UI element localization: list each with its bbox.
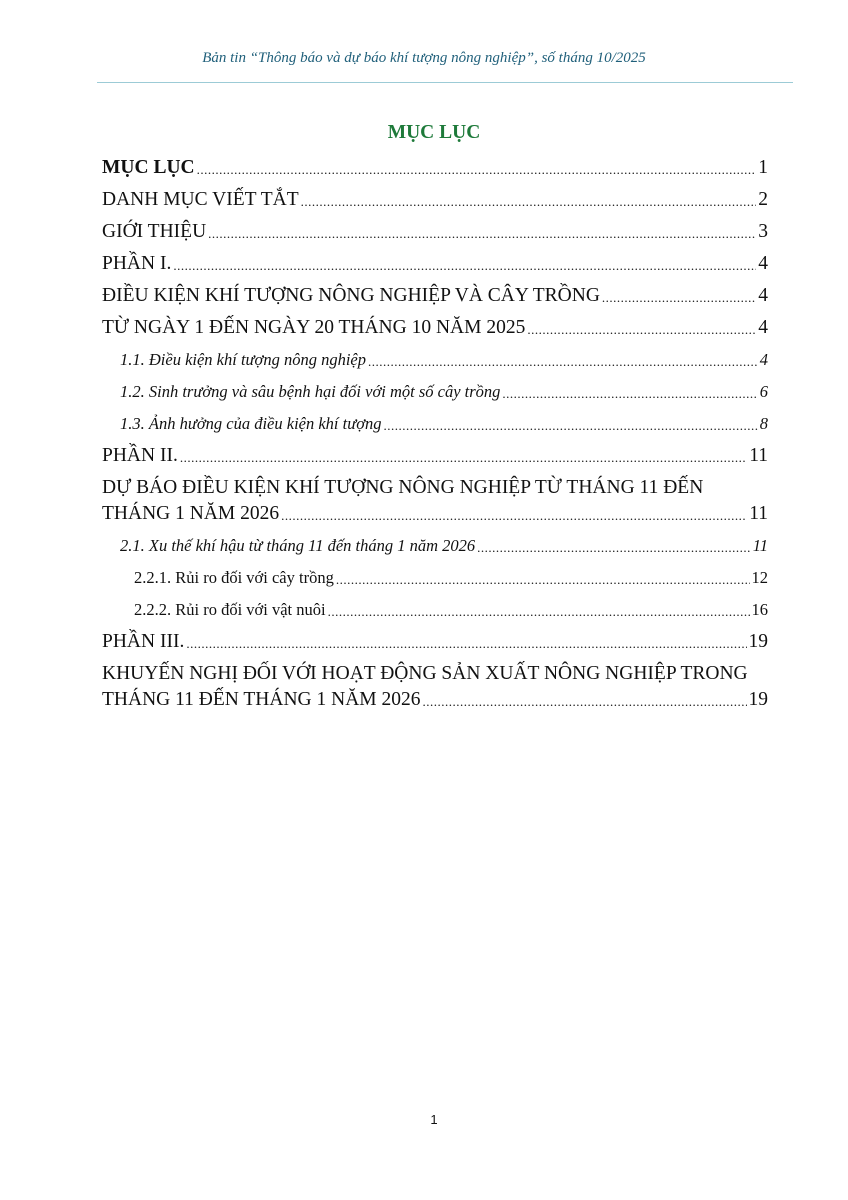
toc-entry-du-bao[interactable]: [102, 475, 768, 527]
toc-entry-2-2-2[interactable]: [102, 597, 768, 623]
toc-dot-leader: [328, 601, 750, 623]
toc-dot-leader: [602, 287, 756, 309]
toc-dot-leader: [180, 447, 747, 469]
toc-entry-khuyen-nghi[interactable]: [102, 661, 768, 713]
toc-entry-text-continued: THÁNG 11 ĐẾN THÁNG 1 NĂM 2026: [102, 689, 421, 710]
toc-dot-leader: [502, 383, 757, 405]
toc-entry-muc-luc[interactable]: [102, 155, 768, 181]
toc-dot-leader: [186, 633, 746, 655]
running-header: Bản tin “Thông báo và dự báo khí tượng nông nghiệp”, số tháng 10/2025: [202, 50, 646, 66]
toc-entry-text: TỪ NGÀY 1 ĐẾN NGÀY 20 THÁNG 10 NĂM 2025: [102, 317, 526, 338]
toc-page-number: 11: [749, 445, 768, 466]
toc-title: MỤC LỤC: [387, 122, 481, 143]
toc-dot-leader: [477, 537, 751, 559]
toc-dot-leader: [208, 223, 756, 245]
toc-entry-text: 1.3. Ảnh hưởng của điều kiện khí tượng: [120, 414, 382, 433]
toc-page-number: 19: [748, 631, 768, 652]
toc-page-number: 4: [758, 253, 768, 274]
toc-entry-text: 2.1. Xu thế khí hậu từ tháng 11 đến tháng 1 năm 2026: [120, 536, 476, 555]
toc-entry-text: DANH MỤC VIẾT TẮT: [102, 189, 299, 210]
toc-entry-text: MỤC LỤC: [102, 157, 195, 178]
toc-entry-gioi-thieu[interactable]: [102, 219, 768, 245]
toc-entry-phan-1[interactable]: [102, 251, 768, 277]
toc-entry-text: PHẦN III.: [102, 631, 185, 652]
toc-dot-leader: [422, 691, 746, 713]
toc-page-number: 4: [758, 285, 768, 306]
toc-dot-leader: [384, 415, 758, 437]
toc-entry-2-1[interactable]: [102, 533, 768, 559]
toc-entry-text: ĐIỀU KIỆN KHÍ TƯỢNG NÔNG NGHIỆP VÀ CÂY TRỒNG: [102, 285, 600, 306]
toc-page-number: 1: [758, 157, 768, 178]
toc-entry-text: PHẦN I.: [102, 253, 172, 274]
toc-dot-leader: [301, 191, 757, 213]
toc-dot-leader: [197, 159, 757, 181]
header-divider: [97, 82, 793, 83]
page-number: 1: [430, 1112, 438, 1127]
toc-dot-leader: [173, 255, 756, 277]
toc-entry-1-1[interactable]: [102, 347, 768, 373]
toc-entry-tu-ngay-1[interactable]: [102, 315, 768, 341]
toc-dot-leader: [281, 505, 747, 527]
toc-page-number: 6: [759, 382, 768, 401]
toc-page-number: 8: [759, 414, 768, 433]
toc-entry-text: 1.2. Sinh trưởng và sâu bệnh hại đối với một số cây trồng: [120, 382, 501, 401]
toc-entry-text: GIỚI THIỆU: [102, 221, 207, 242]
toc-entry-text: KHUYẾN NGHỊ ĐỐI VỚI HOẠT ĐỘNG SẢN XUẤT NÔNG NGHIỆP TRONG: [102, 663, 748, 684]
toc-entry-text: PHẦN II.: [102, 445, 178, 466]
toc-page-number: 11: [752, 536, 768, 555]
toc-entry-danh-muc-viet-tat[interactable]: [102, 187, 768, 213]
toc-dot-leader: [336, 569, 750, 591]
toc-entry-1-3[interactable]: [102, 411, 768, 437]
toc-entry-2-2-1[interactable]: [102, 565, 768, 591]
toc-entry-dieu-kien-khi-tuong[interactable]: [102, 283, 768, 309]
toc-entry-text-continued: THÁNG 1 NĂM 2026: [102, 503, 280, 524]
toc-entry-phan-2[interactable]: [102, 443, 768, 469]
toc-dot-leader: [527, 319, 756, 341]
toc-entry-text: DỰ BÁO ĐIỀU KIỆN KHÍ TƯỢNG NÔNG NGHIỆP TỪ THÁNG 11 ĐẾN: [102, 477, 704, 498]
toc-page-number: 12: [751, 568, 768, 587]
toc-entry-text: 1.1. Điều kiện khí tượng nông nghiệp: [120, 350, 367, 369]
toc-page-number: 11: [749, 503, 768, 524]
toc-page-number: 3: [758, 221, 768, 242]
toc-page-number: 16: [751, 600, 768, 619]
toc-dot-leader: [368, 351, 758, 373]
toc-entry-text: 2.2.2. Rủi ro đối với vật nuôi: [134, 600, 326, 619]
toc-page-number: 4: [758, 317, 768, 338]
toc-entry-text: 2.2.1. Rủi ro đối với cây trồng: [134, 568, 334, 587]
table-of-contents: [102, 155, 768, 719]
toc-page-number: 19: [748, 689, 768, 710]
toc-page-number: 4: [759, 350, 768, 369]
toc-entry-1-2[interactable]: [102, 379, 768, 405]
toc-page-number: 2: [758, 189, 768, 210]
toc-entry-phan-3[interactable]: [102, 629, 768, 655]
